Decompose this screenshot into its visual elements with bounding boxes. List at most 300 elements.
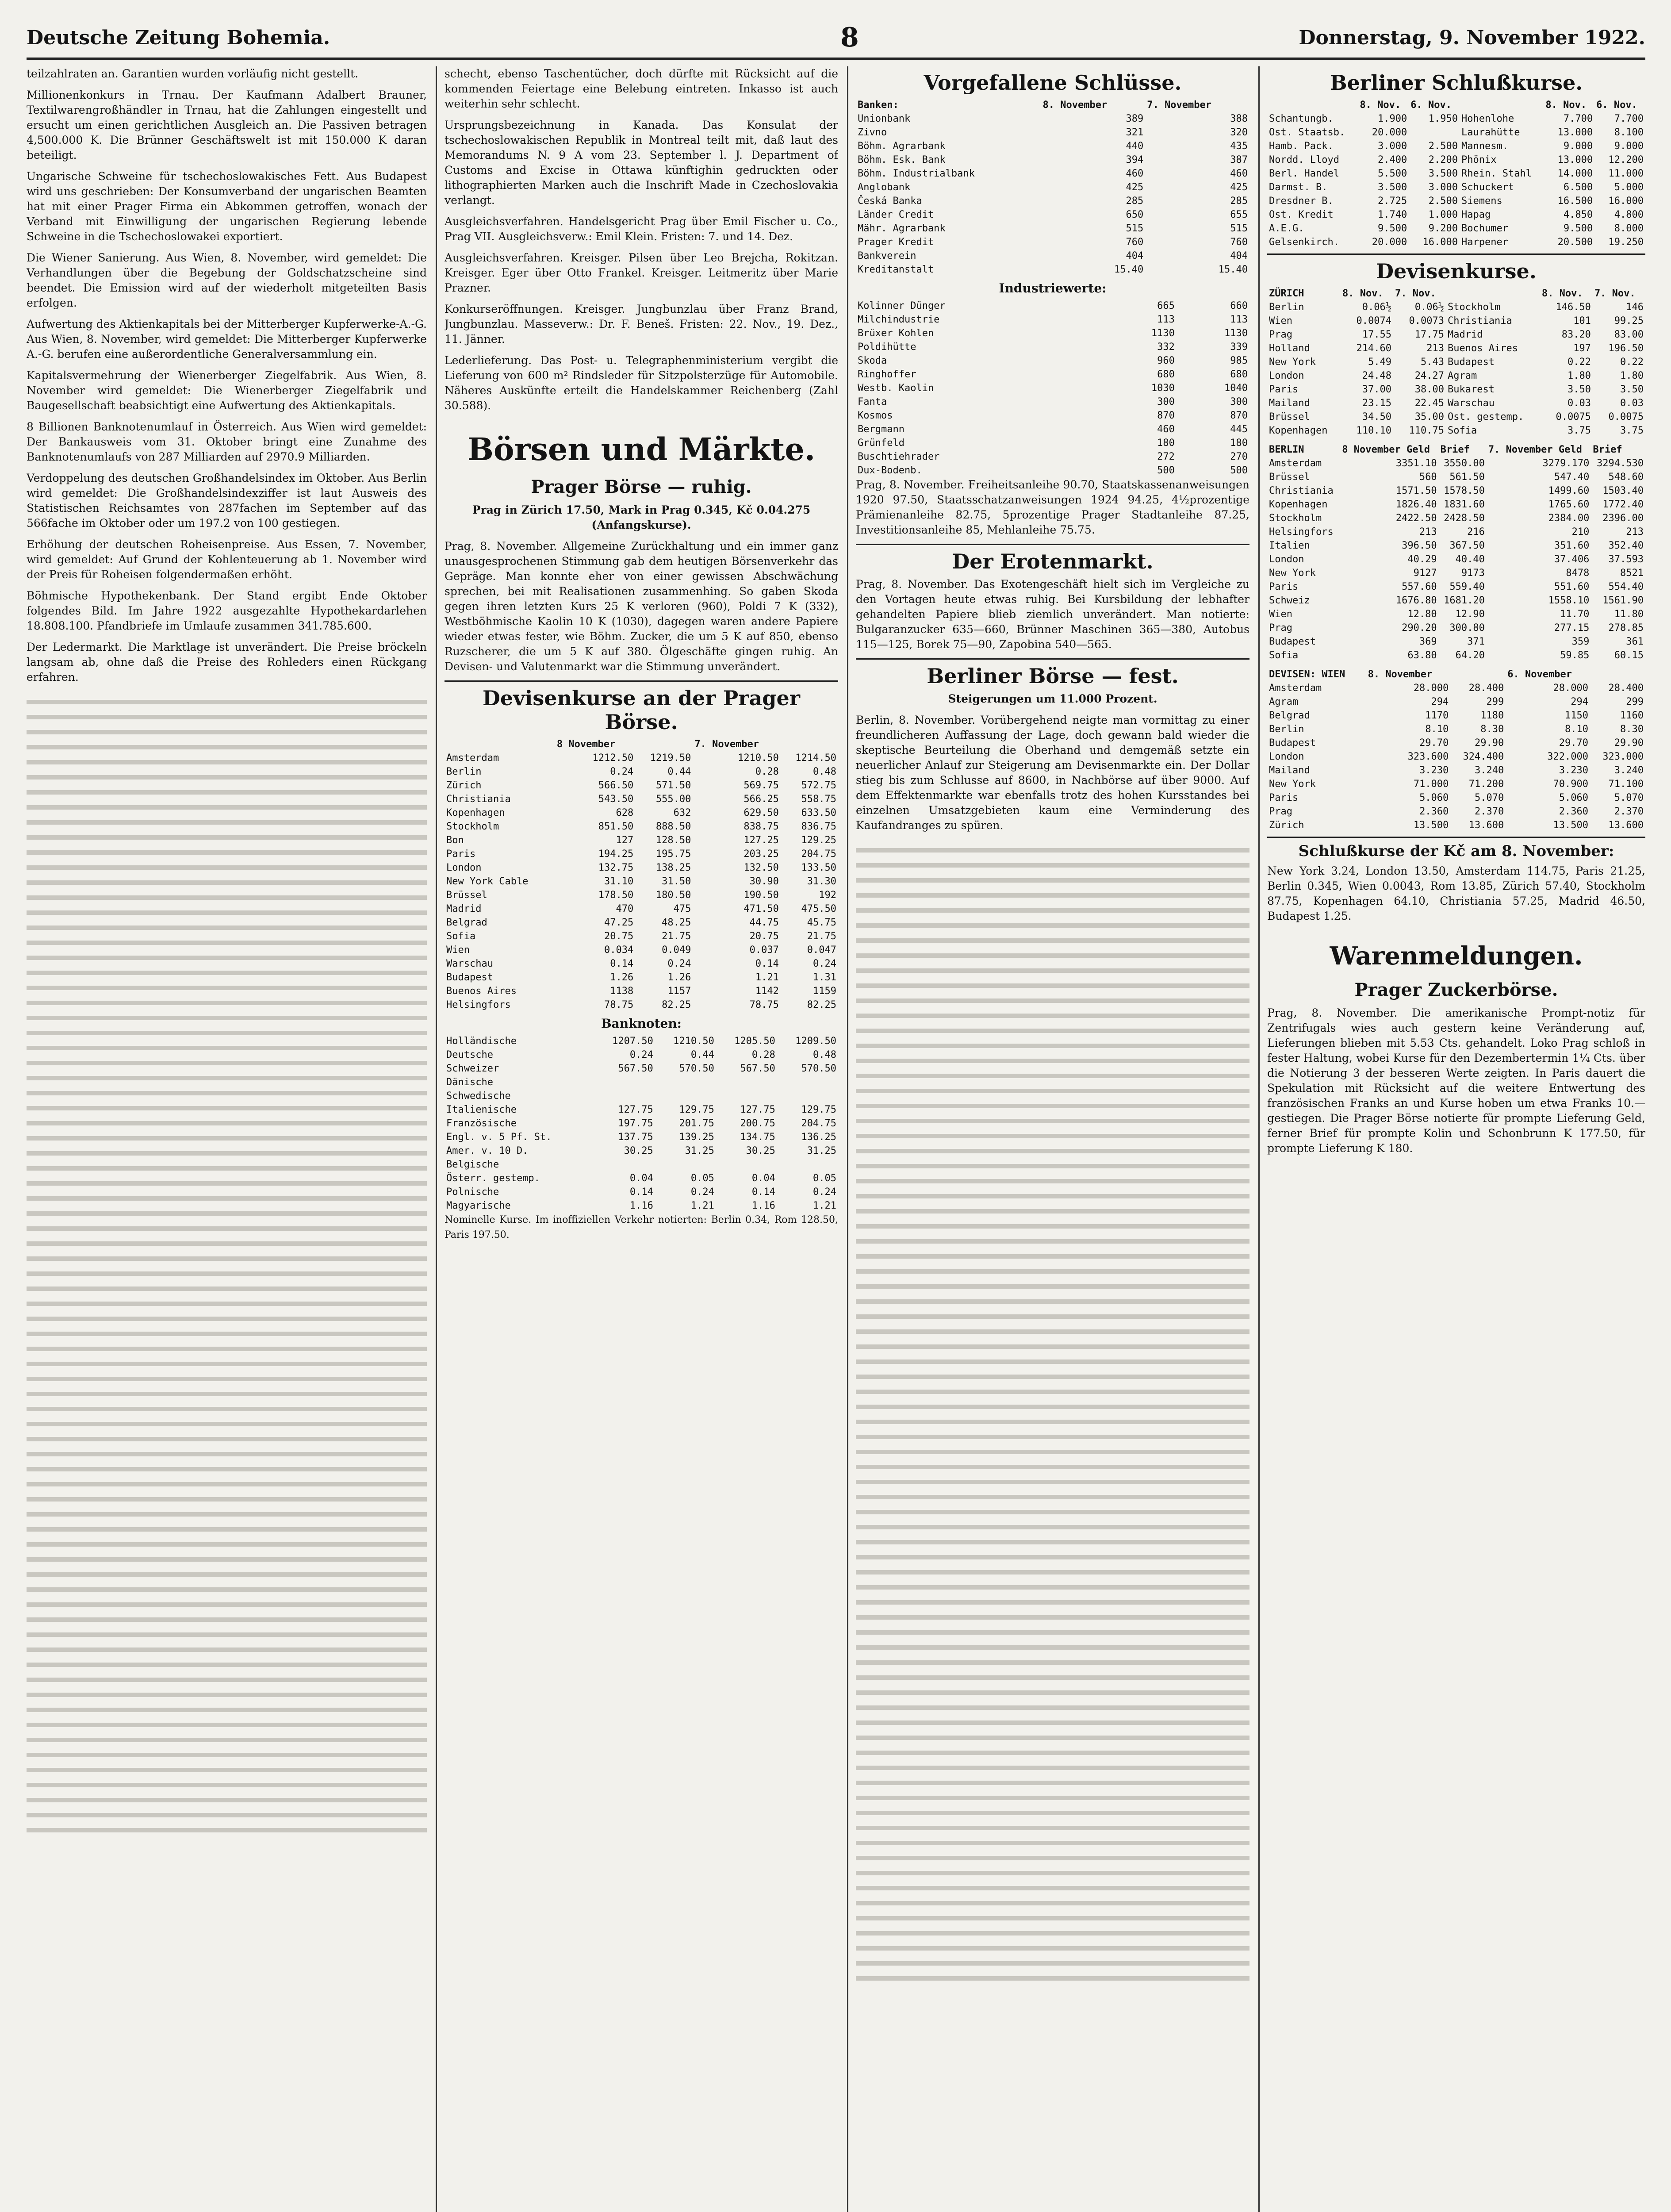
table-cell: 35.00 xyxy=(1414,411,1444,422)
table-cell: 1138 xyxy=(610,986,634,997)
table-row xyxy=(445,833,838,847)
table-cell: 571.50 xyxy=(655,780,691,791)
table-row xyxy=(1267,222,1645,235)
table-cell: A.E.G. xyxy=(1269,223,1304,234)
table-cell: 270 xyxy=(1230,451,1248,462)
table-cell: 197 xyxy=(1573,343,1591,354)
table-row xyxy=(856,180,1249,194)
table-cell: 133.50 xyxy=(801,862,836,873)
table-row xyxy=(1267,167,1645,180)
table-cell: 1160 xyxy=(1620,710,1644,721)
table-cell: 557.60 xyxy=(1402,581,1437,592)
table-cell: 17.75 xyxy=(1414,329,1444,340)
table-cell: 24.27 xyxy=(1414,370,1444,381)
column-rule xyxy=(1258,66,1260,2212)
table-row xyxy=(1267,300,1645,314)
table-cell xyxy=(716,1089,777,1103)
table-cell: Brüssel xyxy=(1269,411,1310,422)
table-cell: 0.03 xyxy=(1620,398,1644,409)
table-cell xyxy=(716,1158,777,1171)
table-cell: 2.500 xyxy=(1428,141,1458,152)
table-cell: 45.75 xyxy=(807,917,836,928)
table-cell: 82.25 xyxy=(662,999,691,1010)
table-cell: 3351.10 xyxy=(1395,458,1437,469)
table-cell: 180 xyxy=(1230,438,1248,449)
table-cell: Kolinner Dünger xyxy=(858,300,946,311)
table-row xyxy=(445,998,838,1012)
table-cell xyxy=(594,1075,655,1089)
table-cell: 197.75 xyxy=(618,1118,653,1129)
table-cell: 632 xyxy=(673,807,691,818)
table-cell: 12.80 xyxy=(1407,609,1437,620)
table-cell: 64.20 xyxy=(1455,650,1485,661)
table-cell: Belgrad xyxy=(1269,710,1310,721)
table-cell: 3.000 xyxy=(1428,182,1458,193)
table-header-cell xyxy=(1590,668,1645,681)
table-cell: 0.0073 xyxy=(1409,315,1444,326)
table-row xyxy=(1267,511,1645,525)
table-cell: 515 xyxy=(1126,223,1144,234)
table-row xyxy=(1267,112,1645,126)
table-cell: 146 xyxy=(1626,302,1644,313)
text-filler xyxy=(27,691,427,1841)
table-cell: 870 xyxy=(1230,410,1248,421)
table-cell: 1150 xyxy=(1565,710,1588,721)
table-cell: Christiania xyxy=(1269,485,1334,496)
table-cell: Bukarest xyxy=(1448,384,1495,395)
table-cell: 37.406 xyxy=(1554,554,1590,565)
table-cell: 2.370 xyxy=(1614,806,1644,817)
table-cell: 2.370 xyxy=(1475,806,1504,817)
table-cell: 285 xyxy=(1126,196,1144,207)
table-cell: 59.85 xyxy=(1560,650,1590,661)
table-cell: 20.75 xyxy=(604,931,634,942)
table-row xyxy=(856,299,1249,313)
table-cell: 4.800 xyxy=(1614,209,1644,220)
table-row xyxy=(445,779,838,792)
table-cell: 548.60 xyxy=(1608,472,1644,483)
table-cell: Schweizer xyxy=(446,1063,499,1074)
table-cell: 204.75 xyxy=(801,849,836,860)
table-cell: 0.05 xyxy=(690,1173,714,1184)
table-cell: Buenos Aires xyxy=(446,986,517,997)
table-header-cell: 7. November xyxy=(1147,100,1211,111)
table-cell: 47.25 xyxy=(604,917,634,928)
table-cell: 285 xyxy=(1230,196,1248,207)
table-cell: Zürich xyxy=(1269,820,1304,831)
table-cell: Paris xyxy=(1269,792,1299,803)
table-cell: Bergmann xyxy=(858,424,904,435)
article-paragraph: Verdoppelung des deutschen Großhandelsindex im Oktober. Aus Berlin wird gemeldet: Die Großhandelsindexziffer ist laut Ausweis des Statistischen Reichsamtes von 287fachen im September auf das 566fache im Oktober oder um 197.2 von 100 gestiegen. xyxy=(27,472,427,530)
table-cell: Grünfeld xyxy=(858,438,904,449)
article-paragraph: Der Ledermarkt. Die Marktlage ist unverändert. Die Preise bröckeln langsam ab, ohne daß die Preise des Rohleders einen Rückgang erfahren. xyxy=(27,641,427,684)
table-cell: 404 xyxy=(1230,250,1248,261)
table-cell: London xyxy=(1269,751,1304,762)
table-header-cell: Banken: xyxy=(858,100,899,111)
table-row xyxy=(1267,498,1645,511)
table-row xyxy=(445,765,838,779)
table-cell: Madrid xyxy=(1448,329,1483,340)
table-cell: 299 xyxy=(1486,696,1504,707)
table-cell: Milchindustrie xyxy=(858,314,940,325)
table-cell: 137.75 xyxy=(618,1132,653,1143)
table-cell: 129.25 xyxy=(801,835,836,846)
table-cell: 0.04 xyxy=(629,1173,653,1184)
banks-table xyxy=(856,98,1249,276)
table-row xyxy=(856,368,1249,381)
table-row xyxy=(1267,621,1645,635)
table-cell: Gelsenkirch. xyxy=(1269,237,1339,248)
table-cell: 1578.50 xyxy=(1444,485,1485,496)
table-cell: 3.500 xyxy=(1377,182,1407,193)
prague-report: Prag, 8. November. Allgemeine Zurückhaltung und ein immer ganz unausgesprochenen Stimmung gab dem heutigen Börsenverkehr das Gepräge. Man konnte eher von einer gewissen Abschwächung sprechen, bei mit Realisationen zusammenhing. So gaben Skoda gegen ihren letzten Kurs 25 K verloren (960), Poldi 7 K (332), Westböhmische Kaolin 10 K (1030), dagegen waren andere Papiere wieder etwas fester, wie Böhm. Zucker, die um 5 K auf 850, ebenso Ruzscherer, die um 5 K auf 380. Ölgeschäfte gingen ruhig. An Devisen- und Valutenmarkt war die Stimmung unverändert. xyxy=(445,540,838,673)
table-row xyxy=(1267,396,1645,410)
table-cell: 0.049 xyxy=(662,945,691,956)
table-cell: 8.10 xyxy=(1425,724,1449,735)
table-cell: 129.75 xyxy=(801,1104,836,1115)
table-row xyxy=(1267,328,1645,342)
table-cell: 655 xyxy=(1230,209,1248,220)
table-cell: 13.600 xyxy=(1468,820,1504,831)
berlin-devisen-table xyxy=(1267,443,1645,662)
table-cell: 38.00 xyxy=(1414,384,1444,395)
table-cell: 475.50 xyxy=(801,903,836,914)
table-cell: 127.75 xyxy=(740,1104,775,1115)
table-cell: Dänische xyxy=(446,1077,493,1088)
table-row xyxy=(1267,777,1645,791)
table-cell: 470 xyxy=(616,903,634,914)
table-cell: 22.45 xyxy=(1414,398,1444,409)
table-cell: 213 xyxy=(1419,526,1437,538)
table-cell: Česká Banka xyxy=(858,196,922,207)
table-cell: 16.000 xyxy=(1422,237,1458,248)
table-cell: 8478 xyxy=(1566,568,1590,579)
table-cell: 2.200 xyxy=(1428,154,1458,165)
table-cell: Buenos Aires xyxy=(1448,343,1518,354)
table-cell: 471.50 xyxy=(744,903,779,914)
table-cell: Brüssel xyxy=(1269,472,1310,483)
table-cell: 500 xyxy=(1230,465,1248,476)
table-cell: 515 xyxy=(1230,223,1248,234)
table-cell: 9127 xyxy=(1413,568,1437,579)
table-cell: 12.90 xyxy=(1455,609,1485,620)
zucker-report: Prag, 8. November. Die amerikanische Prompt-notiz für Zentrifugals wies auch gestern keine Veränderung auf, Lieferungen blieben mit 5.53 Cts. gehandelt. Loko Prag schloß in fester Haltung, wobei Kurse für den Dezembertermin 1¼ Cts. über die Notierung 3 der besseren Werte zeigten. In Paris dauert die Spekulation mit Rücksicht auf die weitere Entwertung des französischen Franks an und Kurse hoben um etwa Franks 10.— gestiegen. Die Prager Börse notierte für prompte Lieferung Geld, ferner Brief für prompte Kolin und Schonbrunn K 177.50, für prompte Lieferung K 180. xyxy=(1267,1006,1645,1155)
table-cell: 460 xyxy=(1157,424,1175,435)
table-cell: 660 xyxy=(1230,300,1248,311)
table-cell: 300.80 xyxy=(1449,622,1485,634)
table-cell: 8521 xyxy=(1620,568,1644,579)
table-cell: 633.50 xyxy=(801,807,836,818)
table-cell: 277.15 xyxy=(1554,622,1590,634)
column-rule xyxy=(847,66,848,2212)
table-cell: 1219.50 xyxy=(650,753,691,764)
table-cell: 132.50 xyxy=(744,862,779,873)
article-paragraph: Ungarische Schweine für tschechoslowakisches Fett. Aus Budapest wird uns geschrieben: Der Konsumverband der ungarischen Beamten hat mit einer Prager Firma ein Abkommen getroffen, wonach der Verband mit Einwilligung der ungarischen Regierung lebende Schweine in die Tschechoslowakei exportiert. xyxy=(27,170,427,243)
table-cell: 629.50 xyxy=(744,807,779,818)
table-cell: 30.90 xyxy=(749,876,779,887)
table-cell: 13.500 xyxy=(1553,820,1588,831)
table-cell: Holland xyxy=(1269,343,1310,354)
table-cell: Christiania xyxy=(446,794,511,805)
table-cell: 210 xyxy=(1571,526,1590,538)
table-cell: Siemens xyxy=(1461,196,1502,207)
column-2-articles xyxy=(445,66,838,413)
prague-subheading: Prag in Zürich 17.50, Mark in Prag 0.345, Kč 0.04.275 (Anfangskurse). xyxy=(472,503,811,531)
article-paragraph: teilzahlraten an. Garantien wurden vorläufig nicht gestellt. xyxy=(27,67,359,80)
table-header-cell: 7. November xyxy=(694,739,759,750)
table-cell: 28.000 xyxy=(1413,683,1449,694)
table-cell: 2.400 xyxy=(1377,154,1407,165)
table-cell: 0.24 xyxy=(610,766,634,777)
table-cell: 5.060 xyxy=(1559,792,1588,803)
table-cell: 838.75 xyxy=(744,821,779,832)
table-cell: 1.16 xyxy=(751,1200,775,1211)
table-cell xyxy=(655,1075,716,1089)
table-cell: 760 xyxy=(1126,237,1144,248)
table-cell: Stockholm xyxy=(446,821,499,832)
article-paragraph: Erhöhung der deutschen Roheisenpreise. Aus Essen, 7. November, wird gemeldet: Auf Grund der Kohlenteuerung ab 1. November wird der Preis für Roheisen folgendermaßen erhöht. xyxy=(27,538,427,581)
table-row xyxy=(856,249,1249,263)
table-row xyxy=(1267,208,1645,222)
table-cell: 543.50 xyxy=(598,794,634,805)
table-row xyxy=(445,792,838,806)
table-row xyxy=(1267,457,1645,470)
table-cell: 2.360 xyxy=(1559,806,1588,817)
table-cell: Sofia xyxy=(446,931,476,942)
devisen-table xyxy=(445,737,838,1012)
footnote: Nominelle Kurse. Im inoffiziellen Verkehr notierten: Berlin 0.34, Rom 128.50, Paris 197.50. xyxy=(445,1214,838,1240)
table-cell xyxy=(777,1089,838,1103)
table-cell: 1831.60 xyxy=(1444,499,1485,510)
table-row xyxy=(1267,566,1645,580)
table-row xyxy=(445,875,838,888)
table-cell: 555.00 xyxy=(655,794,691,805)
table-cell xyxy=(1409,126,1460,139)
table-cell: 460 xyxy=(1230,168,1248,179)
table-header-cell xyxy=(445,737,555,751)
table-cell: Agram xyxy=(1269,696,1299,707)
table-cell: 5.500 xyxy=(1377,168,1407,179)
table-cell: 136.25 xyxy=(801,1132,836,1143)
table-cell: 0.037 xyxy=(749,945,779,956)
table-cell: 870 xyxy=(1157,410,1175,421)
devisenkurse-title: Devisenkurse. xyxy=(1376,259,1537,283)
article-paragraph: Konkurseröffnungen. Kreisger. Jungbunzlau über Franz Brand, Jungbunzlau. Masseverw.: Dr. F. Beneš. Fristen: 22. Nov., 19. Dez., 11. Jänner. xyxy=(445,303,838,346)
column-4 xyxy=(1267,66,1645,2212)
table-cell: 0.06½ xyxy=(1414,302,1444,313)
table-cell: 28.400 xyxy=(1608,683,1644,694)
devisen-title: Devisenkurse an der Prager Börse. xyxy=(483,686,800,734)
table-cell: 190.50 xyxy=(744,890,779,901)
table-cell: 1.26 xyxy=(667,972,691,983)
table-cell: 425 xyxy=(1126,182,1144,193)
table-cell: Amsterdam xyxy=(446,753,499,764)
table-cell: 9.200 xyxy=(1428,223,1458,234)
table-cell: New York Cable xyxy=(446,876,529,887)
table-cell: 1030 xyxy=(1151,383,1175,394)
table-cell: Magyarische xyxy=(446,1200,511,1211)
table-cell: Schantungb. xyxy=(1269,113,1334,124)
table-cell: 3.50 xyxy=(1620,384,1644,395)
table-cell: Belgische xyxy=(446,1159,499,1170)
table-cell: 960 xyxy=(1157,355,1175,366)
table-row xyxy=(445,1158,838,1171)
table-row xyxy=(445,1062,838,1075)
table-cell: 0.22 xyxy=(1567,357,1591,368)
table-cell: 1159 xyxy=(813,986,836,997)
table-cell: 1.26 xyxy=(610,972,634,983)
table-cell: Holländische xyxy=(446,1036,517,1047)
table-cell: 0.48 xyxy=(813,766,836,777)
table-cell: Budapest xyxy=(1448,357,1495,368)
table-cell: 1.21 xyxy=(690,1200,714,1211)
table-row xyxy=(856,139,1249,153)
table-cell: 359 xyxy=(1571,636,1590,647)
table-cell: Länder Credit xyxy=(858,209,934,220)
table-cell: 14.000 xyxy=(1557,168,1593,179)
table-cell xyxy=(777,1158,838,1171)
table-cell: Prag xyxy=(1269,806,1292,817)
table-cell: Bochumer xyxy=(1461,223,1508,234)
table-cell: 0.14 xyxy=(755,958,779,969)
table-cell: 213 xyxy=(1426,343,1444,354)
table-header-cell: ZÜRICH xyxy=(1269,288,1304,299)
table-cell: London xyxy=(1269,554,1304,565)
table-cell: 8.000 xyxy=(1614,223,1644,234)
table-cell: 272 xyxy=(1157,451,1175,462)
table-header-cell: 8 November Geld xyxy=(1342,444,1430,455)
table-cell: 0.0075 xyxy=(1608,411,1644,422)
table-cell: 71.200 xyxy=(1468,779,1504,790)
table-cell: 201.75 xyxy=(679,1118,714,1129)
article-paragraph: schecht, ebenso Taschentücher, doch dürfte mit Rücksicht auf die kommenden Feiertage eine Belebung eintreten. Inkasso ist auch weiterhin sehr schlecht. xyxy=(445,67,838,110)
table-row xyxy=(856,313,1249,326)
article-paragraph: Die Wiener Sanierung. Aus Wien, 8. November, wird gemeldet: Die Verhandlungen über die Begebung der Goldschatzscheine sind beendet. Die Emission wird auf der wiederholt mitgeteilten Basis erfolgen. xyxy=(27,251,427,309)
table-cell: 110.75 xyxy=(1409,425,1444,436)
table-cell: 435 xyxy=(1230,141,1248,152)
table-cell: 1130 xyxy=(1224,328,1248,339)
table-cell: 0.06½ xyxy=(1362,302,1391,313)
table-row xyxy=(445,929,838,943)
table-cell: Sofia xyxy=(1448,425,1477,436)
table-row xyxy=(1267,553,1645,566)
divider xyxy=(445,680,838,682)
table-cell: Poldihütte xyxy=(858,342,916,353)
table-cell: 99.25 xyxy=(1614,315,1644,326)
table-cell: Madrid xyxy=(446,903,482,914)
table-cell: 321 xyxy=(1126,127,1144,138)
table-cell: 127.25 xyxy=(744,835,779,846)
table-cell: 8.10 xyxy=(1565,724,1588,735)
table-cell: 3.50 xyxy=(1567,384,1591,395)
table-cell: Böhm. Industrialbank xyxy=(858,168,975,179)
table-cell: 113 xyxy=(1230,314,1248,325)
table-header-cell: 6. Nov. xyxy=(1410,100,1452,111)
table-cell: 1212.50 xyxy=(592,753,634,764)
table-cell: 20.75 xyxy=(749,931,779,942)
table-cell: 9.000 xyxy=(1563,141,1593,152)
table-row xyxy=(1267,525,1645,539)
table-cell: Wien xyxy=(446,945,470,956)
table-cell: Zürich xyxy=(446,780,482,791)
table-row xyxy=(1267,235,1645,249)
table-cell: 6.500 xyxy=(1563,182,1593,193)
table-cell: 101 xyxy=(1573,315,1591,326)
table-cell: 8.100 xyxy=(1614,127,1644,138)
table-row xyxy=(445,1089,838,1103)
table-cell: 3.240 xyxy=(1614,765,1644,776)
table-cell: 9173 xyxy=(1461,568,1485,579)
table-cell: 0.24 xyxy=(813,1187,836,1198)
table-cell: Böhm. Agrarbank xyxy=(858,141,946,152)
article-paragraph: Ausgleichsverfahren. Handelsgericht Prag über Emil Fischer u. Co., Prag VII. Ausgleichsverw.: Emil Klein. Fristen: 7. und 14. Dez. xyxy=(445,215,838,243)
table-row xyxy=(445,1075,838,1089)
table-cell: 0.28 xyxy=(751,1049,775,1060)
industrie-title: Industriewerte: xyxy=(999,281,1107,296)
table-header-cell: BERLIN xyxy=(1269,444,1304,455)
table-cell: Nordd. Lloyd xyxy=(1269,154,1339,165)
table-cell: Berlin xyxy=(446,766,482,777)
table-cell: Warschau xyxy=(446,958,493,969)
table-row xyxy=(445,847,838,861)
table-cell: 2422.50 xyxy=(1395,513,1437,524)
schlusskurse-title: Berliner Schlußkurse. xyxy=(1330,71,1583,95)
table-cell: 323.600 xyxy=(1407,751,1449,762)
table-row xyxy=(1267,126,1645,139)
table-cell: 324.400 xyxy=(1463,751,1504,762)
table-cell: 572.75 xyxy=(801,780,836,791)
table-row xyxy=(856,208,1249,222)
table-cell: 290.20 xyxy=(1402,622,1437,634)
table-row xyxy=(1267,355,1645,369)
table-cell: 300 xyxy=(1230,396,1248,407)
table-header-cell: 7. November Geld xyxy=(1488,444,1582,455)
table-cell: 475 xyxy=(673,903,691,914)
table-cell: 23.15 xyxy=(1362,398,1391,409)
table-cell: Amsterdam xyxy=(1269,458,1322,469)
banknoten-title: Banknoten: xyxy=(601,1016,682,1031)
table-cell: 11.70 xyxy=(1560,609,1590,620)
table-cell: 83.00 xyxy=(1614,329,1644,340)
table-cell: 352.40 xyxy=(1608,540,1644,551)
table-row xyxy=(445,971,838,984)
table-row xyxy=(856,153,1249,167)
table-cell: 1558.10 xyxy=(1548,595,1590,606)
table-cell: 3.75 xyxy=(1567,425,1591,436)
table-cell: 13.500 xyxy=(1413,820,1449,831)
table-cell: 13.000 xyxy=(1557,154,1593,165)
table-cell: 0.047 xyxy=(807,945,836,956)
table-cell: 40.29 xyxy=(1407,554,1437,565)
article-paragraph: 8 Billionen Banknotenumlauf in Österreich. Aus Wien wird gemeldet: Der Bankausweis vom 31. Oktober bringt eine Zunahme des Banknotenumlaufs von 287 Milliarden auf 2970.9 Milliarden. xyxy=(27,420,427,463)
table-cell: Kopenhagen xyxy=(446,807,505,818)
table-row xyxy=(856,409,1249,422)
article-paragraph: Ursprungsbezeichnung in Kanada. Das Konsulat der tschechoslowakischen Republik in Montreal teilt mit, daß laut des Memorandums N. 9 A vom 23. September l. J. Department of Customs and Excise in Ottawa künftighin gedruckten oder lithographierten Marken auch die Inschrift Made in Czechoslovakia verlangt. xyxy=(445,119,838,207)
table-row xyxy=(856,112,1249,126)
table-cell: 83.20 xyxy=(1561,329,1591,340)
table-cell: 40.40 xyxy=(1455,554,1485,565)
table-cell: Brüxer Kohlen xyxy=(858,328,934,339)
table-cell: 178.50 xyxy=(598,890,634,901)
table-row xyxy=(1267,764,1645,777)
table-row xyxy=(445,1048,838,1062)
table-cell: 551.60 xyxy=(1554,581,1590,592)
table-row xyxy=(856,422,1249,436)
table-cell: 7.700 xyxy=(1563,113,1593,124)
table-row xyxy=(445,957,838,971)
table-row xyxy=(856,464,1249,477)
table-cell: 2428.50 xyxy=(1444,513,1485,524)
